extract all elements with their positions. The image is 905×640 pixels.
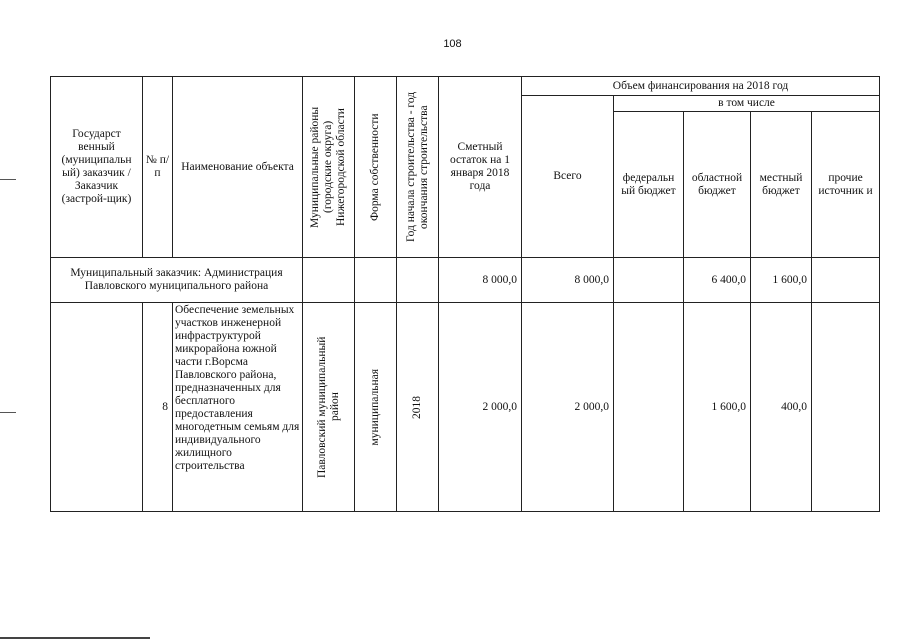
header-federal: федеральн ый бюджет	[614, 112, 684, 258]
header-years	[397, 77, 439, 258]
object-row	[51, 303, 880, 512]
header-customer: Государст венный (муниципальн ый) заказчик / Заказчик (застрой-щик)	[51, 77, 143, 258]
header-ownership-text: Форма собственности	[369, 113, 381, 221]
header-districts-text: Муниципальные районы (городские округа) Нижегородской области	[309, 106, 347, 228]
header-local: местный бюджет	[751, 112, 812, 258]
object-name: Обеспечение земельных участков инженерной инфраструктурой микрорайона южной части г.Ворсма Павловского района, предназначенных для бесплатного предоставления многодетным семьям для индивидуального жилищного строительства	[173, 303, 303, 512]
customer-label: Муниципальный заказчик: Администрация Павловского муниципального района	[51, 258, 303, 303]
header-including: в том числе	[614, 96, 880, 112]
header-row-1	[51, 77, 880, 96]
object-ownership	[355, 303, 397, 512]
customer-federal	[614, 258, 684, 303]
header-estimate-balance: Сметный остаток на 1 января 2018 года	[439, 77, 522, 258]
header-financing-volume: Объем финансирования на 2018 год	[522, 77, 880, 96]
object-customer	[51, 303, 143, 512]
object-years	[397, 303, 439, 512]
financing-table	[50, 76, 880, 512]
customer-other	[812, 258, 880, 303]
customer-years	[397, 258, 439, 303]
header-num: № п/п	[143, 77, 173, 258]
customer-total: 8 000,0	[522, 258, 614, 303]
object-local: 400,0	[751, 303, 812, 512]
scan-edge-mark	[0, 179, 16, 180]
customer-district	[303, 258, 355, 303]
scan-edge-mark	[0, 412, 16, 413]
object-federal	[614, 303, 684, 512]
header-years-text: Год начала строительства - год окончания строительства	[404, 91, 430, 243]
page-number: 108	[443, 38, 462, 50]
header-ownership	[355, 77, 397, 258]
object-total: 2 000,0	[522, 303, 614, 512]
object-num: 8	[143, 303, 173, 512]
header-object-name: Наименование объекта	[173, 77, 303, 258]
scan-bottom-line	[0, 637, 150, 639]
header-total: Всего	[522, 96, 614, 258]
customer-ownership	[355, 258, 397, 303]
object-district	[303, 303, 355, 512]
object-estimate-balance: 2 000,0	[439, 303, 522, 512]
object-ownership-text: муниципальная	[369, 368, 381, 446]
object-regional: 1 600,0	[684, 303, 751, 512]
object-years-text: 2018	[411, 395, 423, 419]
customer-local: 1 600,0	[751, 258, 812, 303]
header-regional: областной бюджет	[684, 112, 751, 258]
object-other	[812, 303, 880, 512]
object-district-text: Павловский муниципальный район	[315, 336, 341, 478]
customer-row	[51, 258, 880, 303]
customer-regional: 6 400,0	[684, 258, 751, 303]
customer-estimate-balance: 8 000,0	[439, 258, 522, 303]
header-districts	[303, 77, 355, 258]
header-other: прочие источник и	[812, 112, 880, 258]
